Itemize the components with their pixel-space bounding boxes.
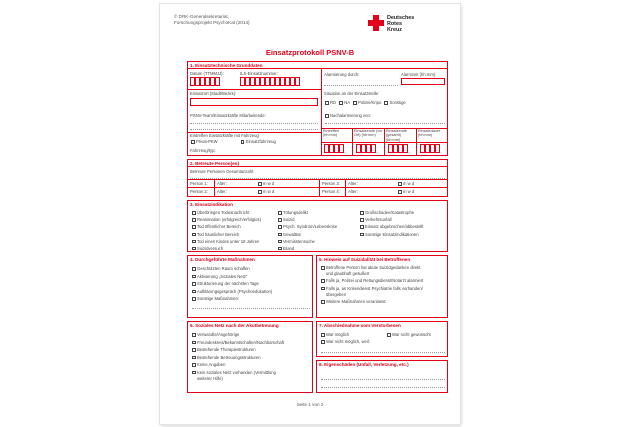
section-3-title: 3. Einsatzindikation: [190, 202, 233, 207]
damage-line-1[interactable]: [321, 379, 445, 380]
logo-line-3: Kreuz: [387, 27, 402, 33]
suicidality-list: Betroffene Person hat akute Suizidgedanken direkt und glaubhaft geäußert Falls ja, Polizei und Rettungsdienst/Notarzt alarmiert Falls ja, an Krisendienst Psychiatrie falls vorhanden/ übergeben Weitere Maßnahmen veranlasst:: [321, 265, 423, 307]
measures-other-line[interactable]: [192, 308, 310, 309]
person-2-sex-options: m w d: [263, 189, 275, 194]
time-header-end-total: Einsatzende (gesamt) (hh:mm): [386, 129, 407, 142]
person-4-sex-options: m w d: [403, 189, 415, 194]
farewell-possible-label: War möglich: [326, 332, 350, 337]
section-4-title: 4. Durchgeführte Maßnahmen: [190, 257, 255, 262]
situation-options: [325, 100, 406, 105]
time-header-arrival: Eintreffen (hh:mm): [323, 129, 340, 138]
person-2-label: Person 2:: [190, 189, 208, 194]
indication-item: Reanimation (erfolgreich/erfolglos): [192, 216, 261, 223]
nachalarm-label: Nachalarmierung von:: [330, 113, 371, 118]
location-label: Einsatzort (Stadt/Bezirk):: [190, 91, 237, 96]
date-label: Datum (TTMMJJ):: [190, 71, 224, 76]
page-number: Seite 1 von 2: [296, 402, 324, 407]
suicidality-item: Falls ja, an Krisendienst Psychiatrie falls vorhanden/: [321, 286, 423, 292]
team-line-2[interactable]: [190, 129, 318, 130]
indication-item: Großschaden/Katastrophe: [360, 209, 423, 216]
section-2: [187, 159, 448, 197]
farewell-possible-checkbox[interactable]: [321, 333, 325, 337]
person-2-age-label: Alter:: [217, 189, 227, 194]
section-4: [187, 255, 313, 318]
rd-checkbox[interactable]: [325, 101, 329, 105]
farewell-reason-line[interactable]: [321, 352, 445, 353]
team-label: PSNV-Team/Einsatzkräfte Mitarbeitende:: [190, 113, 266, 118]
na-checkbox[interactable]: [339, 101, 343, 105]
indication-list-1: [192, 209, 261, 252]
indication-item: Suizidversuch: [192, 245, 261, 252]
persons-total-label: Betreute Personen Gesamtanzahl:: [190, 169, 255, 174]
vehicle-type-label: Fahrzeug/typ:: [190, 148, 216, 153]
nachalarm-checkbox[interactable]: [325, 114, 329, 118]
indication-item: Tötungsdelikt: [278, 209, 337, 216]
service-vehicle-checkbox[interactable]: [241, 140, 245, 144]
polizei-label: Polizei/Kripo: [358, 100, 382, 105]
farewell-not-possible-label: War nicht möglich, weil:: [326, 339, 370, 344]
section-8: [316, 360, 448, 393]
person-1-label: Person 1:: [190, 181, 208, 186]
alarm-time-label: Alarmzeit (hh:mm):: [401, 72, 437, 77]
alarm-source-line[interactable]: [324, 85, 398, 86]
person-1-age-label: Alter:: [217, 181, 227, 186]
private-car-label: Privat-PKW: [196, 139, 218, 144]
person-2-sex-checkbox[interactable]: [258, 190, 262, 194]
situation-label: Situation an der Einsatzstelle:: [324, 91, 380, 96]
measure-item: Strukturierung der nächsten Tage: [192, 280, 272, 288]
network-item: Bestehende Therapiestrukturen: [192, 346, 284, 354]
service-vehicle-label: Einsatzfahrzeug: [245, 139, 276, 144]
network-item: Keine Angaben: [192, 361, 284, 369]
ils-number-label: ILS-Einsatznummer:: [240, 71, 278, 76]
polizei-checkbox[interactable]: [353, 101, 357, 105]
section-7-title: 7. Abschiednahme vom Verstorbenen: [319, 323, 401, 328]
indication-list-3: [360, 209, 423, 238]
indication-item: Einsatz abgebrochen/abbestellt: [360, 223, 423, 230]
page-title: Einsatzprotokoll PSNV-B: [265, 48, 355, 57]
farewell-not-possible-checkbox[interactable]: [321, 340, 325, 344]
indication-item: Suizid: [278, 216, 337, 223]
private-car-checkbox[interactable]: [191, 140, 195, 144]
section-8-title: 8. Eigenschäden (Unfall, Verletzung, etc.): [319, 362, 409, 367]
farewell-not-wanted-checkbox[interactable]: [387, 333, 391, 337]
nachalarm-line[interactable]: [325, 123, 445, 124]
indication-item: Vermisstensuche: [278, 238, 337, 245]
arrival-label: Eintreffen Einsatzkräfte mit Fahrzeug: [190, 133, 259, 138]
section-2-title: 2. Betreute Person(en): [190, 161, 240, 166]
person-4-sex-checkbox[interactable]: [398, 190, 402, 194]
indication-item: Tod häuslicher Bereich: [192, 231, 261, 238]
time-header-end-onsite: Einsatzende (vor Ort) (hh:mm): [354, 129, 383, 138]
measure-item: Sonstige Maßnahmen:: [192, 295, 272, 303]
indication-item: Brand: [278, 245, 337, 252]
section-1-title: 1. Einsatztechnische Grunddaten: [190, 63, 263, 68]
social-network-list: Verwandte/Angehörige Freundeskreis/Bekanntschaften/Nachbarschaft Bestehende Therapiestrukturen Bestehende Betreuungsstrukturen Keine Angaben Kein soziales Netz vorhanden (Vermittlung weiterer Hilfe): [192, 331, 284, 380]
network-item: Freundeskreis/Bekanntschaften/Nachbarschaft: [192, 339, 284, 347]
indication-list-2: [278, 209, 337, 252]
person-1-sex-options: m w d: [263, 181, 275, 186]
person-3-age-label: Alter:: [348, 181, 358, 186]
section-7: [316, 321, 448, 357]
person-3-sex-options: m w d: [403, 181, 415, 186]
person-3-sex-checkbox[interactable]: [398, 182, 402, 186]
section-6: [187, 321, 313, 393]
copyright-note: [174, 14, 250, 26]
section-5: [316, 255, 448, 318]
indication-item: Psych. Syndrom/Lebenskrise: [278, 223, 337, 230]
red-cross-icon: [368, 15, 384, 31]
alarm-time-field[interactable]: [401, 78, 445, 85]
indication-item: Tod eines Kindes unter 18 Jahren: [192, 238, 261, 245]
sonstige-checkbox[interactable]: [384, 101, 388, 105]
measure-item: Geschützten Raum schaffen: [192, 265, 272, 273]
na-label: NA: [344, 100, 350, 105]
person-4-age-label: Alter:: [348, 189, 358, 194]
section-3: [187, 200, 448, 252]
person-4-label: Person 4:: [322, 189, 340, 194]
section-6-title: 6. Soziales Netz nach der Akutbetreuung: [190, 323, 279, 328]
logo-line-2: Rotes: [387, 21, 402, 27]
indication-item: Sonstige Einsatzindikationen: [360, 231, 423, 238]
measures-list: [192, 265, 272, 303]
network-item: Kein soziales Netz vorhanden (Vermittlung: [192, 369, 284, 375]
rd-label: RD: [330, 100, 337, 105]
logo-line-1: Deutsches: [387, 15, 415, 21]
alarm-source-label: Alarmierung durch:: [324, 72, 360, 77]
location-field[interactable]: [190, 98, 318, 106]
measure-item: Aktivierung „Soziales Netz“: [192, 273, 272, 281]
team-line-1[interactable]: [190, 123, 318, 124]
network-item: Verwandte/Angehörige: [192, 331, 284, 339]
damage-line-2[interactable]: [321, 387, 445, 388]
section-5-title: 5. Hinweis auf Suizidalität bei Betroffenen: [319, 257, 411, 262]
suicidality-item: Betroffene Person hat akute Suizidgedanken direkt: [321, 265, 423, 271]
measure-item: Aufklärungsgespräch (Psychoedukation): [192, 288, 272, 296]
indication-item: Verkehrsunfall: [360, 216, 423, 223]
indication-item: Gewalttat: [278, 231, 337, 238]
farewell-not-wanted-label: War nicht gewünscht: [392, 332, 431, 337]
indication-item: Tod öffentlicher Bereich: [192, 223, 261, 230]
time-header-duration: Einsatzdauer (hh:mm): [418, 129, 441, 138]
suicidality-item: Falls ja, Polizei und Rettungsdienst/Notarzt alarmiert: [321, 278, 423, 286]
section-1: [187, 61, 448, 156]
indication-item: Überbringen Todesnachricht: [192, 209, 261, 216]
protocol-page: [160, 4, 460, 424]
copyright-line-2: Forschungsprojekt PsychoKat (2014): [174, 20, 250, 25]
copyright-line-1: © DRK-Generalsekretariat,: [174, 14, 229, 19]
suicidality-item: Weitere Maßnahmen veranlasst:: [321, 299, 423, 307]
person-1-sex-checkbox[interactable]: [258, 182, 262, 186]
person-3-label: Person 3:: [322, 181, 340, 186]
drk-logo-text: [387, 15, 414, 33]
sonstige-label: Sonstige: [389, 100, 406, 105]
network-item: Bestehende Betreuungsstrukturen: [192, 354, 284, 362]
